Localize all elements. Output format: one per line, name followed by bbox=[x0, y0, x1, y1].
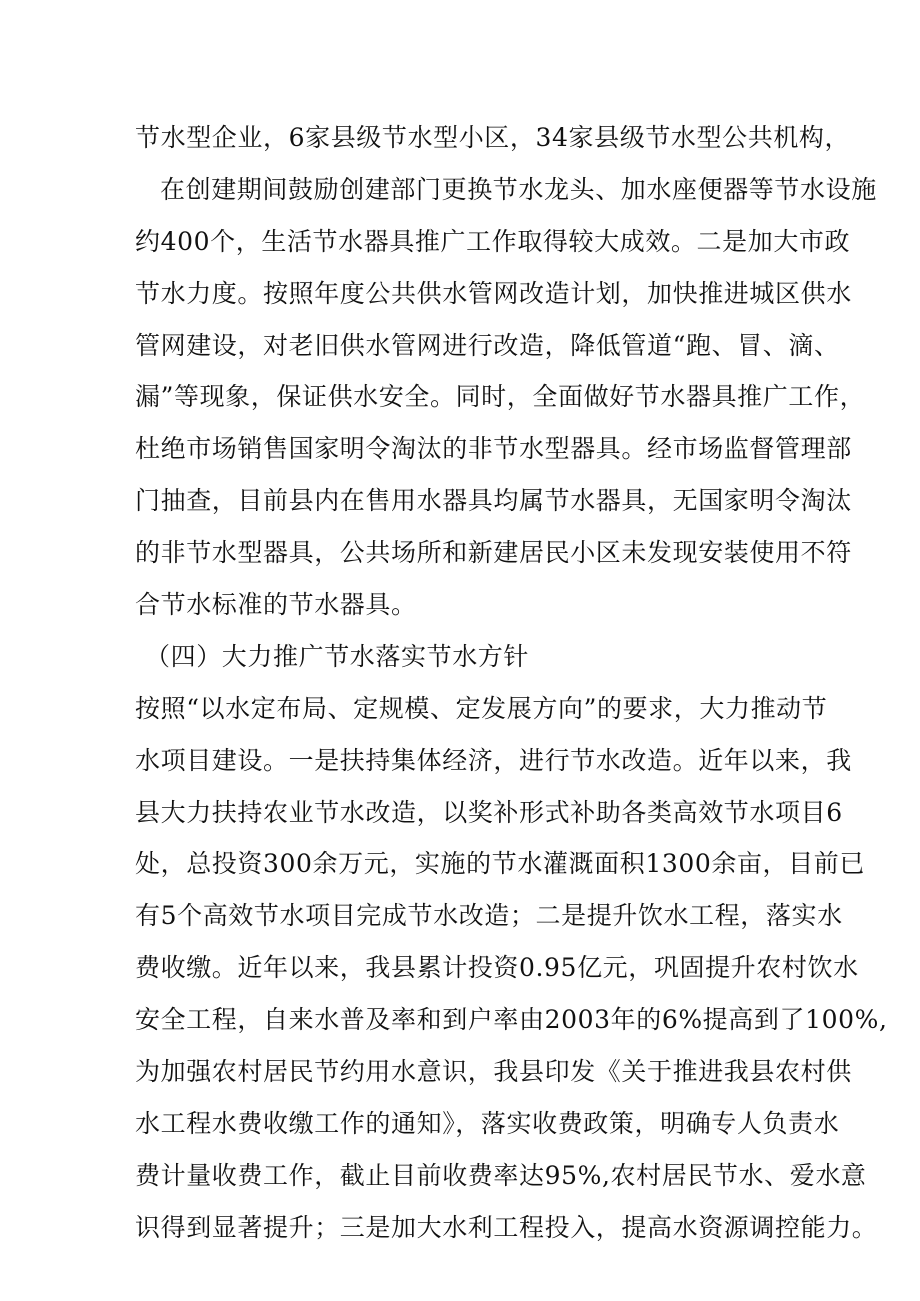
text-line: 识得到显著提升；三是加大水利工程投入，提高水资源调控能力。 bbox=[135, 1212, 878, 1242]
text-line: 费收缴。近年以来，我县累计投资0.95亿元，巩固提升农村饮水 bbox=[135, 953, 859, 983]
text-line: 合节水标准的节水器具。 bbox=[135, 590, 417, 620]
text-line: 在创建期间鼓励创建部门更换节水龙头、加水座便器等节水设施 bbox=[160, 174, 877, 204]
text-line: 费计量收费工作，截止目前收费率达95%,农村居民节水、爱水意 bbox=[135, 1160, 867, 1190]
text-line: 安全工程，自来水普及率和到户率由2003年的6%提高到了100%, bbox=[135, 1005, 888, 1035]
body-text bbox=[135, 112, 888, 1254]
text-line: 门抽查，目前县内在售用水器具均属节水器具，无国家明令淘汰 bbox=[135, 486, 852, 516]
text-line: 有5个高效节水项目完成节水改造；二是提升饮水工程，落实水 bbox=[135, 901, 843, 931]
text-line: 漏”等现象，保证供水安全。同时，全面做好节水器具推广工作， bbox=[135, 382, 866, 412]
text-line: 节水力度。按照年度公共供水管网改造计划，加快推进城区供水 bbox=[135, 278, 852, 308]
text-line: 管网建设，对老旧供水管网进行改造，降低管道“跑、冒、滴、 bbox=[135, 330, 840, 360]
text-line: 约400个，生活节水器具推广工作取得较大成效。二是加大市政 bbox=[135, 226, 851, 256]
text-line: 处，总投资300余万元，实施的节水灌溉面积1300余亩，目前已 bbox=[135, 849, 865, 879]
text-line: 杜绝市场销售国家明令淘汰的非节水型器具。经市场监督管理部 bbox=[135, 434, 852, 464]
text-line: 按照“以水定布局、定规模、定发展方向”的要求，大力推动节 bbox=[135, 693, 828, 723]
section-heading: （四）大力推广节水落实节水方针 bbox=[145, 641, 530, 671]
text-line: 水项目建设。一是扶持集体经济，进行节水改造。近年以来，我 bbox=[135, 745, 852, 775]
text-line: 水工程水费收缴工作的通知》，落实收费政策，明确专人负责水 bbox=[135, 1108, 840, 1138]
text-line: 的非节水型器具，公共场所和新建居民小区未发现安装使用不符 bbox=[135, 538, 852, 568]
text-line: 为加强农村居民节约用水意识，我县印发《关于推进我县农村供 bbox=[135, 1057, 852, 1087]
text-line: 节水型企业，6家县级节水型小区，34家县级节水型公共机构， bbox=[135, 123, 851, 152]
text-line: 县大力扶持农业节水改造，以奖补形式补助各类高效节水项目6 bbox=[135, 797, 843, 827]
